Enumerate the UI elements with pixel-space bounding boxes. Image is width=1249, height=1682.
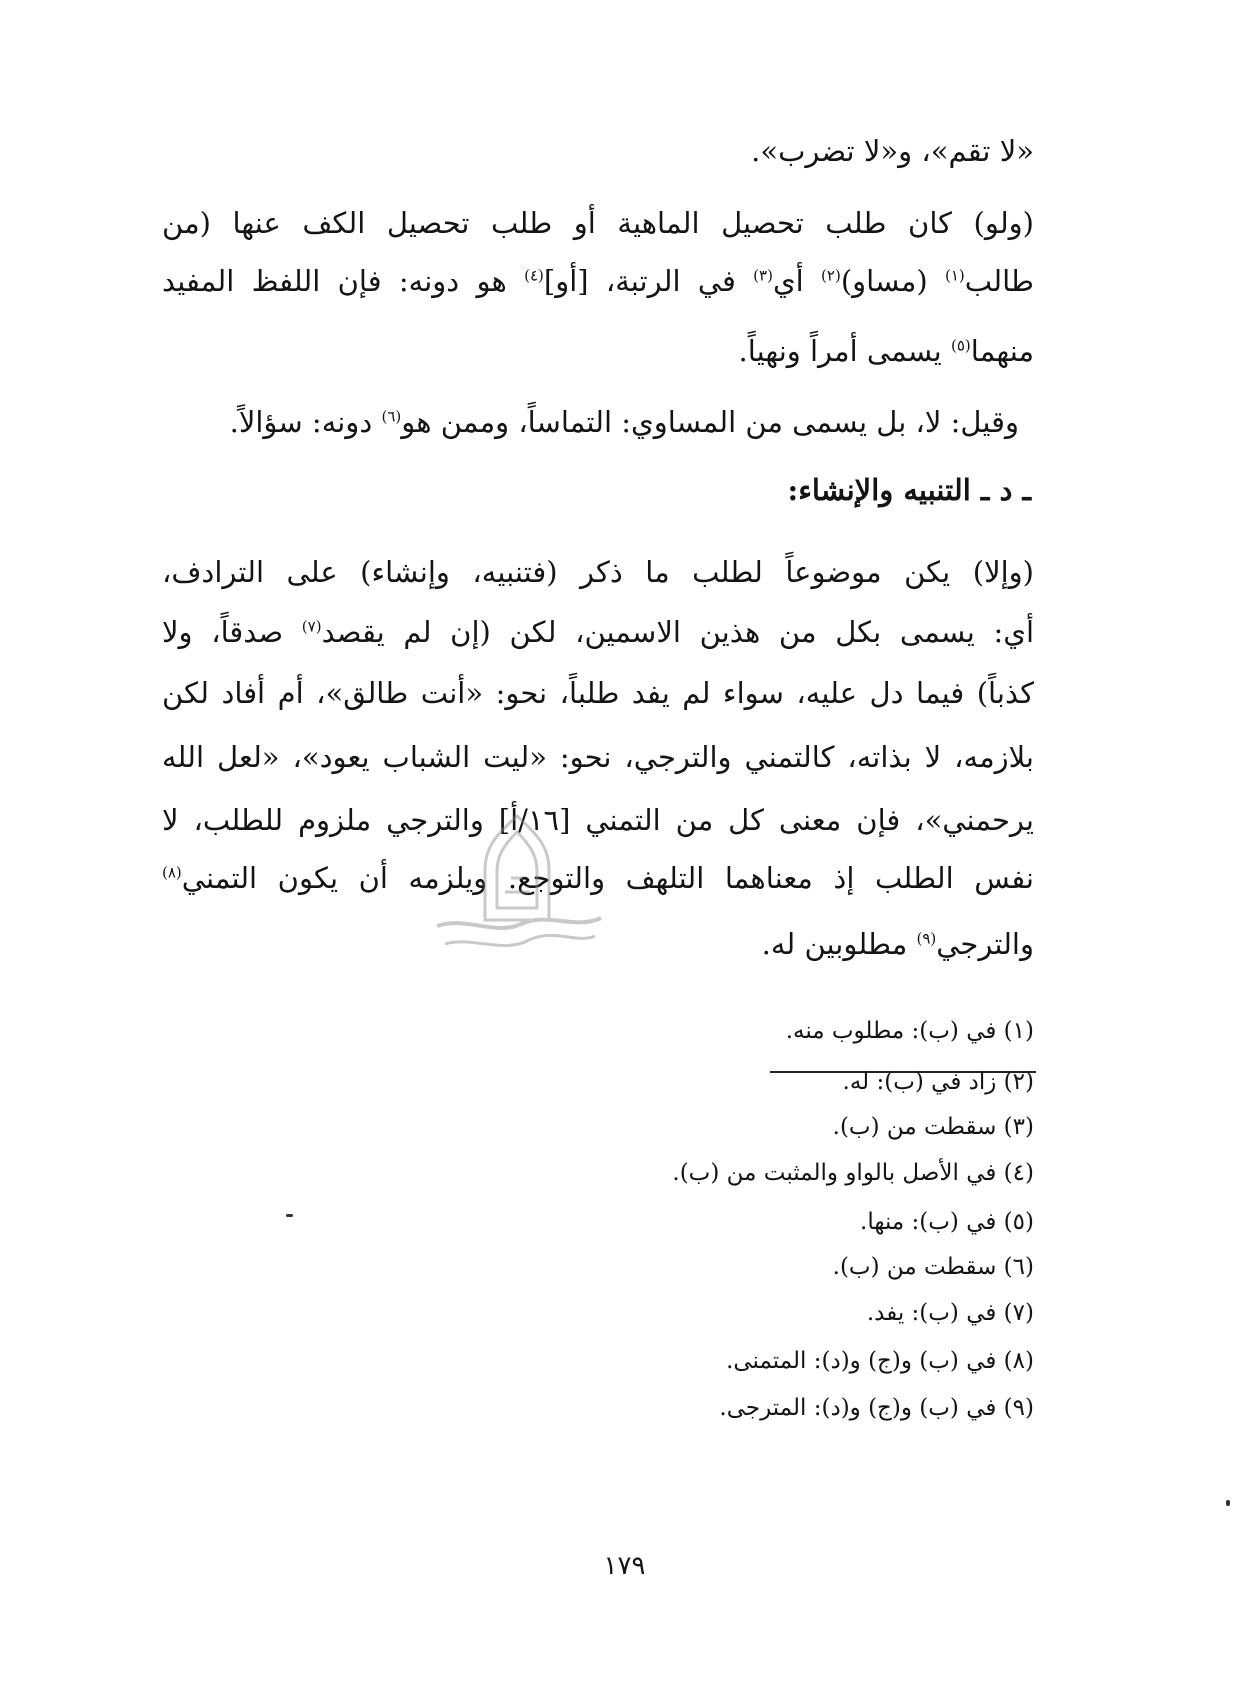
note-ref-3: (٣) bbox=[753, 266, 773, 285]
line7-part-2: صدقاً، ولا bbox=[162, 615, 284, 649]
line3-part-5: هو دونه: فإن اللفظ المفيد bbox=[162, 264, 507, 298]
note-ref-2: (٢) bbox=[821, 266, 841, 285]
text-line-5 bbox=[230, 402, 1019, 442]
footnote-2: (٢) زاد في (ب): له. bbox=[842, 1069, 1034, 1095]
line4-part-2: يسمى أمراً ونهياً. bbox=[738, 334, 942, 368]
footnote-5: (٥) في (ب): منها. bbox=[860, 1209, 1034, 1235]
line3-part-4: في الرتبة، [أو] bbox=[543, 264, 736, 298]
line11-text: نفس الطلب إذ معناهما التلهف والتوجع. ويلزمه أن يكون التمني bbox=[181, 861, 1034, 895]
footnote-7: (٧) في (ب): يفد. bbox=[866, 1300, 1034, 1326]
note-ref-6: (٦) bbox=[381, 407, 402, 426]
footnote-8: (٨) في (ب) و(ج) و(د): المتمنى. bbox=[726, 1348, 1034, 1374]
footnote-3: (٣) سقطت من (ب). bbox=[832, 1114, 1034, 1140]
page-number: ١٧٩ bbox=[603, 1551, 646, 1581]
text-line-8: كذباً) فيما دل عليه، سواء لم يفد طلباً، نحو: «أنت طالق»، أم أفاد لكن bbox=[162, 676, 1034, 710]
text-line-9: بلازمه، لا بذاته، كالتمني والترجي، نحو: «ليت الشباب يعود»، «لعل الله bbox=[162, 740, 1034, 774]
line3-part-2: (مساو) bbox=[840, 264, 928, 298]
line3-part-1: طالب bbox=[964, 264, 1035, 298]
footnote-6: (٦) سقطت من (ب). bbox=[832, 1254, 1034, 1280]
text-line-2: (ولو) كان طلب تحصيل الماهية أو طلب تحصيل الكف عنها (من bbox=[162, 206, 1034, 240]
note-ref-5: (٥) bbox=[950, 336, 971, 355]
section-heading: ـ د ـ التنبيه والإنشاء: bbox=[787, 473, 1031, 507]
text-line-12 bbox=[762, 924, 1034, 964]
line12-part-1: والترجي bbox=[936, 927, 1034, 961]
scan-speck bbox=[286, 1214, 293, 1217]
text-line-6: (وإلا) يكن موضوعاً لطلب ما ذكر (فتنبيه، وإنشاء) على الترادف، bbox=[162, 555, 1034, 589]
note-ref-8: (٨) bbox=[162, 863, 182, 882]
text-line-3 bbox=[162, 261, 1034, 301]
footnote-1: (١) في (ب): مطلوب منه. bbox=[785, 1018, 1034, 1044]
line3-part-3: أي bbox=[772, 264, 804, 298]
line5-part-2: دونه: سؤالاً. bbox=[229, 405, 373, 439]
library-watermark-icon bbox=[425, 808, 610, 993]
text-line-1: «لا تقم»، و«لا تضرب». bbox=[751, 134, 1034, 168]
text-line-7 bbox=[162, 612, 1034, 652]
line7-part-1: أي: يسمى بكل من هذين الاسمين، لكن (إن لم يقصد bbox=[321, 615, 1034, 649]
note-ref-9: (٩) bbox=[916, 929, 937, 948]
note-ref-4: (٤) bbox=[524, 266, 544, 285]
note-ref-1: (١) bbox=[945, 266, 965, 285]
line5-part-1: وقيل: لا، بل يسمى من المساوي: التماساً، وممن هو bbox=[401, 405, 1019, 439]
note-ref-7: (٧) bbox=[301, 617, 322, 636]
line4-part-1: منهما bbox=[970, 334, 1034, 368]
text-line-4 bbox=[739, 331, 1034, 371]
text-line-10: يرحمني»، فإن معنى كل من التمني [١٦/أ] والترجي ملزوم للطلب، لا bbox=[162, 803, 1034, 837]
footnote-4: (٤) في الأصل بالواو والمثبت من (ب). bbox=[672, 1160, 1034, 1186]
line12-part-2: مطلوبين له. bbox=[761, 927, 908, 961]
footnote-9: (٩) في (ب) و(ج) و(د): المترجى. bbox=[719, 1395, 1034, 1421]
scan-speck bbox=[1226, 1500, 1230, 1506]
